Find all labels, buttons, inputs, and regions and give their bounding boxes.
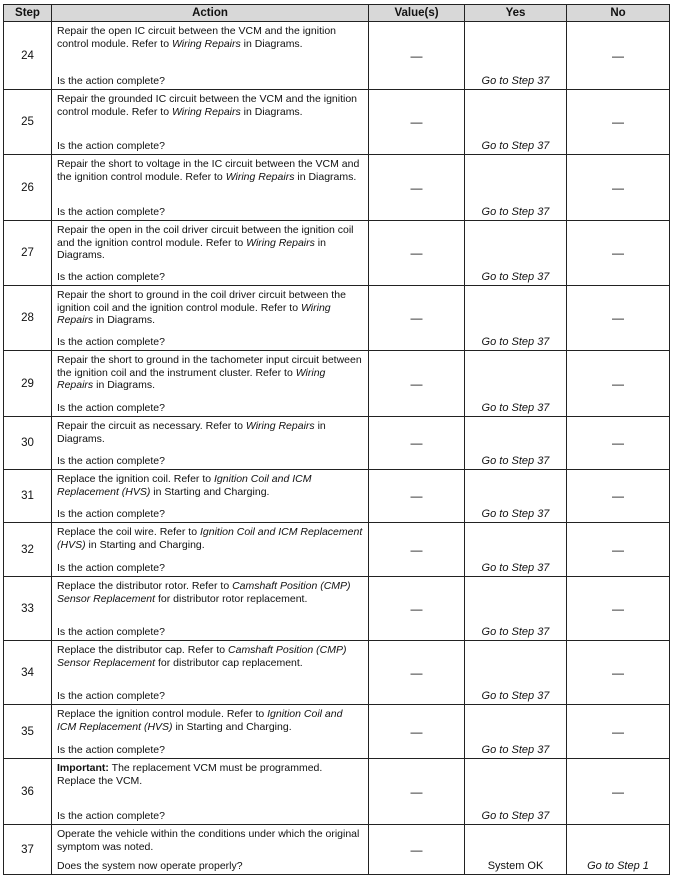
step-number: 34 bbox=[4, 641, 52, 705]
action-cell bbox=[52, 221, 369, 286]
action-cell bbox=[52, 641, 369, 705]
value-cell: — bbox=[369, 22, 465, 90]
yes-cell bbox=[465, 759, 567, 825]
step-number: 31 bbox=[4, 470, 52, 523]
action-text-segment: The replacement VCM must be programmed. bbox=[108, 762, 323, 774]
yes-cell bbox=[465, 705, 567, 759]
action-text-segment: Replace the VCM. bbox=[57, 774, 143, 787]
action-text bbox=[57, 354, 364, 392]
reference-link-text: Wiring Repairs bbox=[171, 37, 241, 50]
header-action: Action bbox=[52, 5, 369, 22]
table-header-row bbox=[4, 5, 670, 22]
table-row bbox=[4, 577, 670, 641]
yes-goto-step: Go to Step 37 bbox=[481, 508, 550, 520]
action-text bbox=[57, 93, 364, 118]
yes-goto-step: Go to Step 37 bbox=[481, 75, 550, 87]
action-content bbox=[57, 473, 364, 520]
action-text bbox=[57, 708, 364, 733]
action-question: Is the action complete? bbox=[57, 401, 165, 414]
reference-link-text: Camshaft Position (CMP) Sensor Replacement bbox=[57, 644, 347, 669]
yes-cell bbox=[465, 22, 567, 90]
action-text-segment: Replace the distributor cap. Refer to bbox=[57, 644, 229, 656]
no-cell: — bbox=[567, 705, 670, 759]
no-cell: — bbox=[567, 22, 670, 90]
action-text-segment: Replace the ignition coil. Refer to bbox=[57, 473, 215, 485]
action-text-segment: Operate the vehicle within the conditions under which the original symptom was noted. bbox=[57, 828, 360, 853]
action-text bbox=[57, 526, 364, 551]
step-number: 26 bbox=[4, 155, 52, 221]
table-row bbox=[4, 825, 670, 875]
yes-cell bbox=[465, 90, 567, 155]
step-number: 33 bbox=[4, 577, 52, 641]
action-text bbox=[57, 158, 364, 183]
action-text-segment: in Diagrams. bbox=[294, 170, 357, 183]
action-text-segment: Replace the ignition control module. Refer to bbox=[57, 708, 268, 720]
action-content bbox=[57, 289, 364, 348]
action-text-segment: in Starting and Charging. bbox=[150, 485, 270, 498]
table-row bbox=[4, 221, 670, 286]
action-cell bbox=[52, 22, 369, 90]
action-cell bbox=[52, 417, 369, 470]
action-question: Is the action complete? bbox=[57, 205, 165, 218]
action-text-segment: in Diagrams. bbox=[57, 420, 326, 445]
value-cell: — bbox=[369, 90, 465, 155]
table-row bbox=[4, 22, 670, 90]
action-question: Is the action complete? bbox=[57, 74, 165, 87]
reference-link-text: Ignition Coil and ICM Replacement (HVS) bbox=[57, 473, 312, 498]
no-cell: — bbox=[567, 470, 670, 523]
yes-result-text: System OK bbox=[487, 860, 544, 872]
action-text bbox=[57, 289, 364, 327]
value-cell: — bbox=[369, 221, 465, 286]
header-yes: Yes bbox=[465, 5, 567, 22]
reference-link-text: Ignition Coil and ICM Replacement (HVS) bbox=[57, 526, 363, 551]
action-question: Is the action complete? bbox=[57, 139, 165, 152]
action-question: Is the action complete? bbox=[57, 454, 165, 467]
action-text-segment: in Diagrams. bbox=[240, 37, 303, 50]
diagnostic-table bbox=[3, 4, 670, 875]
value-cell: — bbox=[369, 470, 465, 523]
yes-cell bbox=[465, 825, 567, 875]
value-cell: — bbox=[369, 155, 465, 221]
no-cell: — bbox=[567, 286, 670, 351]
no-goto-step: Go to Step 1 bbox=[587, 860, 649, 872]
action-text-segment: Repair the short to ground in the coil driver circuit between the ignition coil and the ignition control module. Refer to bbox=[57, 289, 346, 314]
action-question: Is the action complete? bbox=[57, 270, 165, 283]
action-text bbox=[57, 828, 364, 853]
action-content bbox=[57, 158, 364, 218]
value-cell: — bbox=[369, 417, 465, 470]
table-row bbox=[4, 90, 670, 155]
action-content bbox=[57, 354, 364, 414]
action-content bbox=[57, 526, 364, 574]
action-text-segment: Repair the short to ground in the tachometer input circuit between the ignition coil and the instrument cluster. Refer to bbox=[57, 354, 362, 379]
table-row bbox=[4, 155, 670, 221]
value-cell: — bbox=[369, 286, 465, 351]
table-row bbox=[4, 417, 670, 470]
value-cell: — bbox=[369, 641, 465, 705]
action-text-segment: in Diagrams. bbox=[57, 236, 326, 261]
action-text-segment: Repair the open IC circuit between the VCM and the ignition control module. Refer to bbox=[57, 25, 336, 50]
action-cell bbox=[52, 470, 369, 523]
yes-goto-step: Go to Step 37 bbox=[481, 271, 550, 283]
action-text-segment: in Starting and Charging. bbox=[172, 720, 292, 733]
action-content bbox=[57, 580, 364, 638]
value-cell: — bbox=[369, 759, 465, 825]
step-number: 36 bbox=[4, 759, 52, 825]
action-question: Is the action complete? bbox=[57, 625, 165, 638]
action-content bbox=[57, 762, 364, 822]
table-row bbox=[4, 286, 670, 351]
no-cell: — bbox=[567, 759, 670, 825]
action-text bbox=[57, 580, 364, 605]
yes-goto-step: Go to Step 37 bbox=[481, 626, 550, 638]
reference-link-text: Camshaft Position (CMP) Sensor Replacement bbox=[57, 580, 351, 605]
step-number: 24 bbox=[4, 22, 52, 90]
reference-link-text: Wiring Repairs bbox=[245, 420, 315, 432]
no-cell: — bbox=[567, 577, 670, 641]
action-question: Is the action complete? bbox=[57, 743, 165, 756]
yes-goto-step: Go to Step 37 bbox=[481, 206, 550, 218]
reference-link-text: Ignition Coil and ICM Replacement (HVS) bbox=[57, 708, 343, 733]
action-text bbox=[57, 473, 364, 498]
no-cell bbox=[567, 825, 670, 875]
value-cell: — bbox=[369, 523, 465, 577]
table-body bbox=[4, 22, 670, 875]
table-row bbox=[4, 759, 670, 825]
important-label: Important: bbox=[57, 762, 109, 774]
yes-cell bbox=[465, 286, 567, 351]
yes-cell bbox=[465, 577, 567, 641]
action-content bbox=[57, 644, 364, 702]
action-content bbox=[57, 93, 364, 152]
yes-cell bbox=[465, 221, 567, 286]
step-number: 37 bbox=[4, 825, 52, 875]
action-content bbox=[57, 224, 364, 283]
yes-goto-step: Go to Step 37 bbox=[481, 810, 550, 822]
header-step: Step bbox=[4, 5, 52, 22]
value-cell: — bbox=[369, 577, 465, 641]
action-cell bbox=[52, 759, 369, 825]
action-cell bbox=[52, 523, 369, 577]
yes-cell bbox=[465, 417, 567, 470]
step-number: 35 bbox=[4, 705, 52, 759]
action-cell bbox=[52, 577, 369, 641]
yes-goto-step: Go to Step 37 bbox=[481, 455, 550, 467]
action-text bbox=[57, 25, 364, 50]
action-text-segment: in Diagrams. bbox=[240, 105, 303, 118]
yes-cell bbox=[465, 523, 567, 577]
action-text bbox=[57, 644, 364, 669]
reference-link-text: Wiring Repairs bbox=[225, 170, 295, 183]
action-content bbox=[57, 708, 364, 756]
yes-goto-step: Go to Step 37 bbox=[481, 744, 550, 756]
header-values: Value(s) bbox=[369, 5, 465, 22]
action-question: Is the action complete? bbox=[57, 809, 165, 822]
yes-goto-step: Go to Step 37 bbox=[481, 140, 550, 152]
step-number: 28 bbox=[4, 286, 52, 351]
table-row bbox=[4, 705, 670, 759]
table-row bbox=[4, 641, 670, 705]
action-content bbox=[57, 828, 364, 872]
table-row bbox=[4, 470, 670, 523]
no-cell: — bbox=[567, 351, 670, 417]
action-cell bbox=[52, 351, 369, 417]
yes-goto-step: Go to Step 37 bbox=[481, 336, 550, 348]
action-question: Is the action complete? bbox=[57, 561, 165, 574]
no-cell: — bbox=[567, 417, 670, 470]
table-row bbox=[4, 523, 670, 577]
value-cell: — bbox=[369, 705, 465, 759]
action-text bbox=[57, 762, 364, 787]
step-number: 32 bbox=[4, 523, 52, 577]
step-number: 27 bbox=[4, 221, 52, 286]
value-cell: — bbox=[369, 825, 465, 875]
action-text-segment: in Diagrams. bbox=[93, 379, 156, 391]
reference-link-text: Wiring Repairs bbox=[57, 366, 326, 391]
action-text-segment: Replace the distributor rotor. Refer to bbox=[57, 580, 233, 592]
value-cell: — bbox=[369, 351, 465, 417]
action-question: Does the system now operate properly? bbox=[57, 859, 243, 872]
action-text-segment: Repair the open in the coil driver circuit between the ignition coil and the ignition control module. Refer to bbox=[57, 224, 354, 249]
action-text-segment: Repair the grounded IC circuit between the VCM and the ignition control module. Refer to bbox=[57, 93, 358, 118]
action-question: Is the action complete? bbox=[57, 689, 165, 702]
action-text bbox=[57, 420, 364, 445]
yes-goto-step: Go to Step 37 bbox=[481, 562, 550, 574]
yes-cell bbox=[465, 641, 567, 705]
action-question: Is the action complete? bbox=[57, 335, 165, 348]
header-no: No bbox=[567, 5, 670, 22]
step-number: 25 bbox=[4, 90, 52, 155]
yes-cell bbox=[465, 351, 567, 417]
action-cell bbox=[52, 90, 369, 155]
no-cell: — bbox=[567, 221, 670, 286]
no-cell: — bbox=[567, 641, 670, 705]
yes-cell bbox=[465, 470, 567, 523]
action-cell bbox=[52, 825, 369, 875]
action-text-segment: Repair the circuit as necessary. Refer to bbox=[57, 420, 246, 432]
reference-link-text: Wiring Repairs bbox=[171, 105, 241, 118]
yes-cell bbox=[465, 155, 567, 221]
yes-goto-step: Go to Step 37 bbox=[481, 402, 550, 414]
no-cell: — bbox=[567, 523, 670, 577]
action-text-segment: in Starting and Charging. bbox=[85, 538, 205, 551]
action-text bbox=[57, 224, 364, 262]
reference-link-text: Wiring Repairs bbox=[246, 236, 315, 249]
reference-link-text: Wiring Repairs bbox=[57, 301, 331, 326]
action-cell bbox=[52, 286, 369, 351]
action-question: Is the action complete? bbox=[57, 507, 165, 520]
action-text-segment: for distributor rotor replacement. bbox=[155, 592, 308, 605]
step-number: 29 bbox=[4, 351, 52, 417]
action-cell bbox=[52, 705, 369, 759]
no-cell: — bbox=[567, 90, 670, 155]
yes-goto-step: Go to Step 37 bbox=[481, 690, 550, 702]
action-content bbox=[57, 25, 364, 87]
diagnostic-table-container bbox=[3, 4, 670, 875]
step-number: 30 bbox=[4, 417, 52, 470]
action-text-segment: Replace the coil wire. Refer to bbox=[57, 526, 200, 538]
action-text-segment: Repair the short to voltage in the IC circuit between the VCM and the ignition control module. Refer to bbox=[57, 158, 360, 183]
no-cell: — bbox=[567, 155, 670, 221]
action-text-segment: for distributor cap replacement. bbox=[155, 656, 303, 669]
action-text-segment: in Diagrams. bbox=[93, 314, 156, 326]
action-cell bbox=[52, 155, 369, 221]
table-row bbox=[4, 351, 670, 417]
action-content bbox=[57, 420, 364, 467]
